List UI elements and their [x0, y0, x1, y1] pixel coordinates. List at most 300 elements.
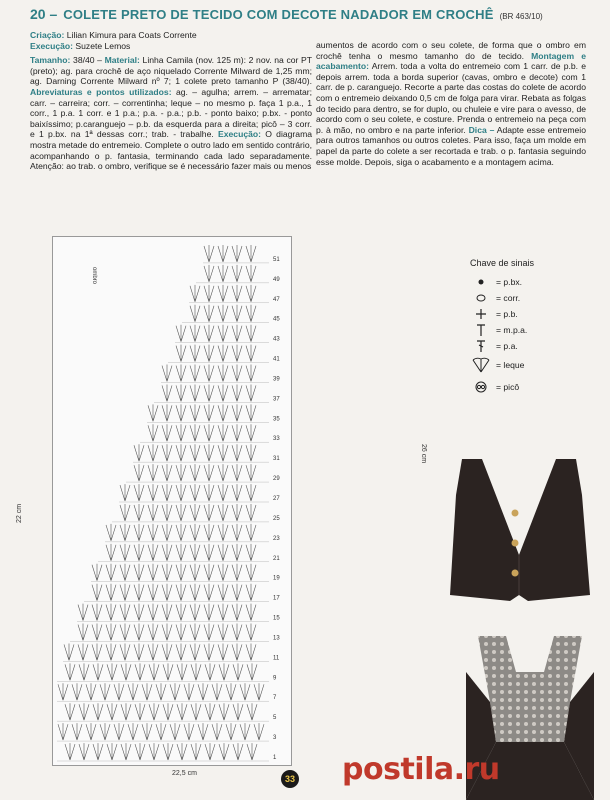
shell-stitch — [218, 484, 228, 501]
shell-stitch — [114, 723, 124, 740]
shell-stitch — [190, 544, 200, 561]
shell-stitch — [232, 245, 242, 262]
shell-stitch — [176, 504, 186, 521]
shell-stitch — [78, 604, 88, 621]
shell-stitch — [218, 504, 228, 521]
shell-stitch — [176, 384, 186, 401]
shell-stitch — [162, 424, 172, 441]
shell-stitch — [190, 484, 200, 501]
shell-stitch — [176, 544, 186, 561]
shell-stitch — [190, 604, 200, 621]
shell-stitch — [204, 564, 214, 581]
shell-stitch — [226, 683, 236, 700]
shell-stitch — [219, 663, 229, 680]
shell-stitch — [134, 604, 144, 621]
shell-stitch — [218, 384, 228, 401]
article-number: 20 – — [30, 6, 58, 22]
shell-stitch — [232, 484, 242, 501]
shell-stitch — [162, 404, 172, 421]
shell-stitch — [204, 464, 214, 481]
legend-row-pbx: = p.bx. — [470, 274, 590, 290]
shell-stitch — [232, 285, 242, 302]
legend-row-leque: = leque — [470, 354, 590, 376]
shell-stitch — [120, 524, 130, 541]
shell-stitch — [79, 743, 89, 760]
shell-stitch — [162, 504, 172, 521]
shell-stitch — [233, 703, 243, 720]
shell-stitch — [176, 464, 186, 481]
shell-stitch — [204, 265, 214, 282]
shell-stitch — [205, 703, 215, 720]
shell-stitch — [64, 643, 74, 660]
shell-stitch — [246, 484, 256, 501]
legend-row-pb: = p.b. — [470, 306, 590, 322]
shell-stitch — [190, 424, 200, 441]
shell-stitch — [218, 345, 228, 362]
shell-stitch — [162, 484, 172, 501]
shell-stitch — [162, 643, 172, 660]
shell-stitch — [79, 703, 89, 720]
shell-stitch — [176, 365, 186, 382]
shell-stitch — [246, 345, 256, 362]
shell-stitch — [232, 365, 242, 382]
shoulder-label: ombro — [91, 267, 97, 285]
article-title: COLETE PRETO DE TECIDO COM DECOTE NADADOR EM CROCHÊ — [63, 7, 494, 22]
shell-stitch — [93, 743, 103, 760]
shell-stitch — [204, 245, 214, 262]
row-number-label: 51 — [273, 256, 280, 263]
row-number-label: 49 — [273, 276, 280, 283]
shell-stitch — [106, 564, 116, 581]
chain-icon — [470, 293, 492, 303]
shell-stitch — [219, 703, 229, 720]
shell-stitch — [254, 723, 264, 740]
shell-stitch — [163, 663, 173, 680]
vest-button — [512, 570, 519, 577]
shell-stitch — [177, 663, 187, 680]
shell-stitch — [233, 663, 243, 680]
shell-stitch — [176, 444, 186, 461]
shell-stitch — [233, 743, 243, 760]
shell-stitch — [100, 683, 110, 700]
symbol-legend — [470, 258, 590, 398]
shell-stitch — [78, 643, 88, 660]
shell-stitch — [92, 564, 102, 581]
row-number-label: 9 — [273, 675, 277, 682]
shell-stitch — [218, 305, 228, 322]
shell-stitch — [204, 524, 214, 541]
shell-stitch — [218, 424, 228, 441]
shell-stitch — [162, 564, 172, 581]
shell-stitch — [191, 663, 201, 680]
shell-stitch — [218, 444, 228, 461]
vest-height-label: 26 cm — [420, 443, 428, 464]
shell-stitch — [120, 604, 130, 621]
shell-stitch — [176, 345, 186, 362]
shell-stitch — [176, 424, 186, 441]
shell-stitch — [79, 663, 89, 680]
shell-stitch — [120, 484, 130, 501]
row-number-label: 37 — [273, 396, 280, 403]
shell-stitch — [198, 723, 208, 740]
shell-stitch — [246, 624, 256, 641]
shell-stitch — [232, 544, 242, 561]
shell-stitch — [162, 444, 172, 461]
shell-stitch — [198, 683, 208, 700]
shell-stitch — [190, 624, 200, 641]
shell-stitch — [218, 604, 228, 621]
shell-stitch — [191, 743, 201, 760]
shell-stitch — [120, 504, 130, 521]
shell-stitch — [148, 524, 158, 541]
shell-stitch — [156, 723, 166, 740]
half-double-icon — [470, 323, 492, 337]
shell-stitch — [128, 723, 138, 740]
shell-stitch — [149, 663, 159, 680]
shell-stitch — [246, 584, 256, 601]
shell-stitch — [148, 424, 158, 441]
crochet-diagram-svg — [53, 237, 291, 765]
shell-stitch — [204, 584, 214, 601]
shell-stitch — [107, 703, 117, 720]
picot-icon — [470, 380, 492, 394]
shell-stitch — [190, 643, 200, 660]
shell-stitch — [148, 564, 158, 581]
shell-stitch — [204, 345, 214, 362]
shell-stitch — [205, 743, 215, 760]
shell-stitch — [106, 524, 116, 541]
shell-stitch — [106, 624, 116, 641]
shell-stitch — [204, 365, 214, 382]
shell-stitch — [148, 464, 158, 481]
row-number-label: 7 — [273, 695, 277, 702]
shell-stitch — [176, 604, 186, 621]
shell-stitch — [170, 723, 180, 740]
shell-stitch — [218, 643, 228, 660]
shell-stitch — [156, 683, 166, 700]
shell-stitch — [162, 624, 172, 641]
shell-stitch — [190, 404, 200, 421]
shell-stitch — [218, 285, 228, 302]
shell-stitch — [204, 384, 214, 401]
shell-stitch — [184, 683, 194, 700]
legend-title: Chave de sinais — [470, 258, 535, 268]
shell-stitch — [163, 743, 173, 760]
shell-stitch — [106, 544, 116, 561]
shell-stitch — [232, 404, 242, 421]
shell-stitch — [204, 504, 214, 521]
shell-stitch — [107, 663, 117, 680]
shell-stitch — [134, 444, 144, 461]
shell-stitch — [148, 584, 158, 601]
shell-stitch — [246, 404, 256, 421]
shell-stitch — [72, 683, 82, 700]
legend-row-corr: = corr. — [470, 290, 590, 306]
shell-stitch — [58, 683, 68, 700]
shell-stitch-icon — [470, 357, 492, 373]
shell-stitch — [246, 325, 256, 342]
shell-stitch — [190, 584, 200, 601]
shell-stitch — [218, 365, 228, 382]
shell-stitch — [190, 305, 200, 322]
row-number-label: 45 — [273, 316, 280, 323]
shell-stitch — [218, 524, 228, 541]
single-crochet-icon — [470, 308, 492, 320]
shell-stitch — [204, 604, 214, 621]
shell-stitch — [170, 683, 180, 700]
shell-stitch — [246, 504, 256, 521]
shell-stitch — [93, 703, 103, 720]
shell-stitch — [148, 484, 158, 501]
shell-stitch — [246, 305, 256, 322]
row-number-label: 1 — [273, 755, 277, 761]
credit-creation: Criação: Lilian Kimura para Coats Corrente — [30, 30, 197, 40]
shell-stitch — [232, 345, 242, 362]
shell-stitch — [176, 325, 186, 342]
shell-stitch — [134, 464, 144, 481]
row-number-label: 29 — [273, 476, 280, 483]
shell-stitch — [106, 643, 116, 660]
shell-stitch — [232, 604, 242, 621]
shell-stitch — [232, 384, 242, 401]
article-code: (BR 463/10) — [499, 12, 543, 21]
shell-stitch — [232, 564, 242, 581]
shell-stitch — [246, 365, 256, 382]
shell-stitch — [218, 544, 228, 561]
vest-button — [512, 510, 519, 517]
row-number-label: 43 — [273, 336, 280, 343]
shell-stitch — [72, 723, 82, 740]
shell-stitch — [247, 703, 257, 720]
shell-stitch — [162, 464, 172, 481]
shell-stitch — [247, 743, 257, 760]
shell-stitch — [190, 504, 200, 521]
watermark: postila.ru — [342, 752, 500, 787]
shell-stitch — [218, 245, 228, 262]
shell-stitch — [177, 703, 187, 720]
shell-stitch — [218, 624, 228, 641]
shell-stitch — [106, 584, 116, 601]
row-number-label: 5 — [273, 715, 277, 722]
shell-stitch — [190, 325, 200, 342]
shell-stitch — [162, 524, 172, 541]
shell-stitch — [65, 663, 75, 680]
shell-stitch — [128, 683, 138, 700]
shell-stitch — [246, 464, 256, 481]
vest-button — [512, 540, 519, 547]
row-number-label: 11 — [273, 655, 280, 662]
shell-stitch — [78, 624, 88, 641]
shell-stitch — [65, 743, 75, 760]
black-vest-illustration — [444, 455, 594, 605]
row-number-label: 3 — [273, 735, 277, 742]
shell-stitch — [120, 544, 130, 561]
shell-stitch — [190, 345, 200, 362]
diagram-width-label: 22,5 cm — [172, 770, 197, 777]
shell-stitch — [176, 584, 186, 601]
row-number-label: 13 — [273, 635, 280, 642]
shell-stitch — [134, 484, 144, 501]
diagram-height-label: 22 cm — [16, 503, 24, 524]
shell-stitch — [148, 444, 158, 461]
shell-stitch — [107, 743, 117, 760]
shell-stitch — [120, 564, 130, 581]
shell-stitch — [184, 723, 194, 740]
shell-stitch — [142, 683, 152, 700]
shell-stitch — [246, 524, 256, 541]
shell-stitch — [148, 624, 158, 641]
shell-stitch — [246, 285, 256, 302]
row-number-label: 23 — [273, 535, 280, 542]
shell-stitch — [232, 444, 242, 461]
shell-stitch — [246, 643, 256, 660]
shell-stitch — [134, 584, 144, 601]
shell-stitch — [106, 604, 116, 621]
right-column — [316, 40, 586, 167]
shell-stitch — [212, 683, 222, 700]
shell-stitch — [135, 703, 145, 720]
shell-stitch — [232, 584, 242, 601]
shell-stitch — [142, 723, 152, 740]
shell-stitch — [163, 703, 173, 720]
shell-stitch — [148, 504, 158, 521]
shell-stitch — [191, 703, 201, 720]
shell-stitch — [121, 703, 131, 720]
shell-stitch — [92, 604, 102, 621]
shell-stitch — [148, 643, 158, 660]
shell-stitch — [176, 564, 186, 581]
shell-stitch — [162, 365, 172, 382]
shell-stitch — [232, 504, 242, 521]
shell-stitch — [190, 464, 200, 481]
materials-paragraph: Tamanho: 38/40 – Material: Linha Camila (nov. 125 m): 2 nov. na cor PT (preto); ag. para crochê de aço niquelado Corrente Milward de 1,25 mm; ag. Darning Corrente Milward nº 7; 1 colete preto tamanho P (38/40). Abreviaturas e pontos utilizados: ag. – agulha; arrem. – arrematar; carr. – carreira; corr. – correntinha; leque – no mesmo p. faça 1 p.a., 1 corr., 1 p.a. 1 corr. e 1 p.a.; p.a. - p.a.; p.b. - ponto baixo; p.bx. - ponto baixíssimo; p.caranguejo – p.b. da esquerda para a direita; picô – 3 corr. e 1 p.bx. na 1ª dessas corr.; trab. - trabalhe. Execução: O diagrama mostra metade do entremeio. Complete o outro lado em sentido contrário, acompanhando o p. fantasia, terminando cada lado separadamente. Atenção: ao trab. o ombro, verifique se é necessário fazer mais ou menos — [30, 55, 313, 172]
shell-stitch — [92, 624, 102, 641]
shell-stitch — [232, 265, 242, 282]
shell-stitch — [148, 404, 158, 421]
shell-stitch — [219, 743, 229, 760]
shell-stitch — [246, 265, 256, 282]
shell-stitch — [240, 683, 250, 700]
shell-stitch — [246, 604, 256, 621]
shell-stitch — [232, 424, 242, 441]
shell-stitch — [204, 424, 214, 441]
shell-stitch — [176, 524, 186, 541]
shell-stitch — [58, 723, 68, 740]
shell-stitch — [246, 384, 256, 401]
shell-stitch — [149, 743, 159, 760]
shell-stitch — [246, 444, 256, 461]
shell-stitch — [176, 624, 186, 641]
shell-stitch — [204, 444, 214, 461]
shell-stitch — [134, 564, 144, 581]
shell-stitch — [204, 643, 214, 660]
crochet-diagram — [52, 236, 292, 766]
row-number-label: 25 — [273, 515, 280, 522]
shell-stitch — [218, 404, 228, 421]
shell-stitch — [218, 564, 228, 581]
shell-stitch — [86, 723, 96, 740]
row-number-label: 15 — [273, 615, 280, 622]
shell-stitch — [190, 365, 200, 382]
shell-stitch — [134, 524, 144, 541]
shell-stitch — [218, 325, 228, 342]
shell-stitch — [204, 285, 214, 302]
shell-stitch — [134, 624, 144, 641]
shell-stitch — [177, 743, 187, 760]
legend-row-pico: = picô — [470, 376, 590, 398]
shell-stitch — [232, 305, 242, 322]
shell-stitch — [205, 663, 215, 680]
shell-stitch — [134, 544, 144, 561]
shell-stitch — [232, 325, 242, 342]
shell-stitch — [134, 504, 144, 521]
left-column — [30, 30, 312, 172]
shell-stitch — [218, 265, 228, 282]
row-number-label: 21 — [273, 555, 280, 562]
shell-stitch — [190, 564, 200, 581]
shell-stitch — [162, 544, 172, 561]
shell-stitch — [218, 584, 228, 601]
assembly-paragraph: aumentos de acordo com o seu colete, de forma que o ombro em crochê tenha o mesmo tamanho do de tecido. Montagem e acabamento: Arrem. toda a volta do entremeio com 1 carr. de p.b. e depois arrem. toda a borda superior (cavas, ombro e decote) com 1 carr. de p. caranguejo. Recorte a parte das costas do colete de acordo com o entremeio deixando 0,5 cm de folga para virar. Rebata as folgas do tecido para dentro, se for duplo, ou chuleie e vire para o avesso, de acordo com o seu colete, e costure. Prenda o entremeio na peça com p. à mão, no ombro e na parte inferior. Dica – Adapte esse entremeio para outros tamanhos ou outros coletes. Para isso, faça um molde em papel da parte do colete a ser recortada e trab. o p. fantasia seguindo esse molde. Depois, siga o acabamento e a montagem acima. — [316, 40, 586, 167]
row-number-label: 35 — [273, 416, 280, 423]
slip-stitch-icon — [470, 277, 492, 287]
shell-stitch — [212, 723, 222, 740]
shell-stitch — [120, 584, 130, 601]
shell-stitch — [148, 544, 158, 561]
shell-stitch — [190, 524, 200, 541]
shell-stitch — [135, 663, 145, 680]
shell-stitch — [246, 245, 256, 262]
shell-stitch — [135, 743, 145, 760]
row-number-label: 17 — [273, 595, 280, 602]
shell-stitch — [120, 624, 130, 641]
shell-stitch — [190, 285, 200, 302]
shell-stitch — [176, 643, 186, 660]
shell-stitch — [100, 723, 110, 740]
shell-stitch — [246, 544, 256, 561]
article-title-bar — [30, 6, 590, 28]
row-number-label: 47 — [273, 296, 280, 303]
shell-stitch — [190, 444, 200, 461]
shell-stitch — [92, 584, 102, 601]
shell-stitch — [149, 703, 159, 720]
shell-stitch — [204, 325, 214, 342]
shell-stitch — [204, 305, 214, 322]
shell-stitch — [176, 484, 186, 501]
shell-stitch — [120, 643, 130, 660]
double-crochet-icon — [470, 339, 492, 353]
shell-stitch — [240, 723, 250, 740]
shell-stitch — [232, 464, 242, 481]
shell-stitch — [232, 624, 242, 641]
shell-stitch — [86, 683, 96, 700]
shell-stitch — [246, 424, 256, 441]
row-number-label: 19 — [273, 575, 280, 582]
shell-stitch — [162, 384, 172, 401]
shell-stitch — [204, 484, 214, 501]
shell-stitch — [204, 544, 214, 561]
shell-stitch — [190, 384, 200, 401]
shell-stitch — [114, 683, 124, 700]
shell-stitch — [218, 464, 228, 481]
shell-stitch — [162, 604, 172, 621]
shell-stitch — [93, 663, 103, 680]
shell-stitch — [121, 663, 131, 680]
legend-row-mpa: = m.p.a. — [470, 322, 590, 338]
row-number-label: 33 — [273, 436, 280, 443]
row-number-label: 31 — [273, 456, 280, 463]
shell-stitch — [254, 683, 264, 700]
